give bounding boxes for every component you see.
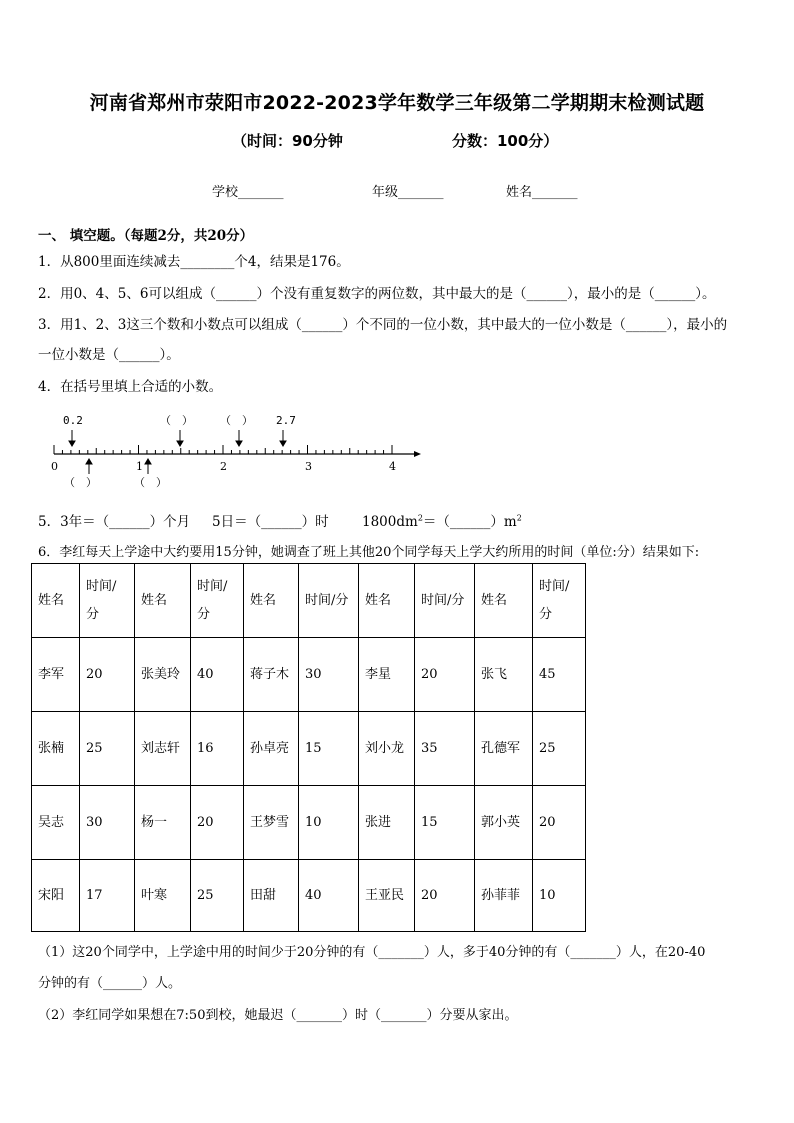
- table-cell: 25: [191, 860, 244, 932]
- table-cell: 20: [191, 786, 244, 860]
- table-cell: 郭小英: [475, 786, 533, 860]
- table-header-cell: 姓名: [135, 564, 191, 638]
- table-row: [32, 786, 586, 860]
- table-cell: 孙菲菲: [475, 860, 533, 932]
- question-5-volume: $1800dm^2=(\_\_\_\_\_\_)m^2$: [362, 513, 522, 530]
- question-6: 6．李红每天上学途中大约要用15分钟，她调查了班上其他20个同学每天上学大约所用的时间（单位:分）结果如下:: [38, 545, 700, 560]
- table-cell: 20: [80, 638, 135, 712]
- table-cell: 叶寒: [135, 860, 191, 932]
- table-header-cell: 时间/分: [415, 564, 475, 638]
- section-heading: 一、 填空题。（每题2分，共20分）: [38, 228, 254, 244]
- table-cell: 王亚民: [359, 860, 415, 932]
- table-cell: 25: [533, 712, 586, 786]
- nl-tick-2: 2: [220, 460, 227, 473]
- table-cell: 17: [80, 860, 135, 932]
- table-header-cell: 姓名: [475, 564, 533, 638]
- grade-field: 年级_______: [372, 185, 444, 200]
- table-cell: 张美玲: [135, 638, 191, 712]
- table-cell: 45: [533, 638, 586, 712]
- table-cell: 李星: [359, 638, 415, 712]
- commute-time-table: [31, 563, 586, 932]
- table-cell: 15: [299, 712, 359, 786]
- table-row: [32, 860, 586, 932]
- table-row: [32, 712, 586, 786]
- table-cell: 刘小龙: [359, 712, 415, 786]
- exam-score: 分数：100分）: [452, 132, 559, 150]
- table-header-cell: 姓名: [244, 564, 299, 638]
- question-3-line1: 3．用1、2、3这三个数和小数点可以组成（______）个不同的一位小数，其中最大的一位小数是（______），最小的: [38, 317, 728, 333]
- table-header-cell: 时间/分: [80, 564, 135, 638]
- name-field: 姓名_______: [506, 185, 578, 200]
- table-cell: 15: [415, 786, 475, 860]
- table-cell: 刘志轩: [135, 712, 191, 786]
- nl-tick-4: 4: [389, 460, 396, 473]
- nl-bottom-blank-1: （ ）: [64, 476, 97, 489]
- table-header-cell: 姓名: [32, 564, 80, 638]
- table-cell: 张飞: [475, 638, 533, 712]
- nl-label-0.2: 0.2: [63, 414, 83, 427]
- table-cell: 20: [533, 786, 586, 860]
- question-5-hours: 5日＝（______）时: [212, 514, 329, 530]
- table-header-cell: 时间/分: [191, 564, 244, 638]
- exam-time: （时间：90分钟: [232, 132, 343, 150]
- nl-bottom-blank-2: （ ）: [134, 476, 167, 489]
- nl-top-arrows: [69, 430, 286, 446]
- question-1: 1．从800里面连续减去________个4，结果是176。: [38, 254, 350, 270]
- question-2: 2．用0、4、5、6可以组成（______）个没有重复数字的两位数，其中最大的是（______），最小的是（______）。: [38, 286, 716, 302]
- table-cell: 20: [415, 860, 475, 932]
- table-cell: 40: [191, 638, 244, 712]
- nl-tick-3: 3: [305, 460, 312, 473]
- table-cell: 王梦雪: [244, 786, 299, 860]
- nl-tick-1: 1: [136, 460, 143, 473]
- table-cell: 10: [299, 786, 359, 860]
- table-cell: 宋阳: [32, 860, 80, 932]
- table-cell: 李军: [32, 638, 80, 712]
- question-3-line2: 一位小数是（______）。: [38, 347, 180, 363]
- school-field: 学校_______: [212, 185, 284, 200]
- table-cell: 30: [299, 638, 359, 712]
- question-6-2: （2）李红同学如果想在7:50到校，她最迟（_______）时（_______）分要从家出。: [38, 1008, 518, 1023]
- nl-label-blank-2: （ ）: [220, 414, 253, 427]
- table-cell: 16: [191, 712, 244, 786]
- table-cell: 田甜: [244, 860, 299, 932]
- nl-label-blank-1: （ ）: [160, 414, 193, 427]
- nl-label-2.7: 2.7: [276, 414, 296, 427]
- table-cell: 张进: [359, 786, 415, 860]
- table-cell: 35: [415, 712, 475, 786]
- table-cell: 25: [80, 712, 135, 786]
- table-cell: 孙卓亮: [244, 712, 299, 786]
- nl-tick-0: 0: [51, 460, 58, 473]
- page-title: 河南省郑州市荥阳市2022-2023学年数学三年级第二学期期末检测试题: [89, 92, 705, 114]
- table-cell: 孔德军: [475, 712, 533, 786]
- table-cell: 10: [533, 860, 586, 932]
- table-header-cell: 时间/分: [533, 564, 586, 638]
- table-cell: 40: [299, 860, 359, 932]
- question-5-months: 5．3年＝（______）个月: [38, 514, 191, 530]
- question-6-1-line2: 分钟的有（______）人。: [38, 976, 182, 991]
- table-row: [32, 638, 586, 712]
- table-cell: 杨一: [135, 786, 191, 860]
- table-cell: 30: [80, 786, 135, 860]
- number-line: [38, 408, 428, 492]
- question-6-1-line1: （1）这20个同学中，上学途中用的时间少于20分钟的有（_______）人，多于40分钟的有（_______）人，在20-40: [38, 945, 706, 960]
- table-header-cell: 时间/分: [299, 564, 359, 638]
- table-header-row: [32, 564, 586, 638]
- table-cell: 蒋子木: [244, 638, 299, 712]
- table-cell: 吴志: [32, 786, 80, 860]
- table-cell: 20: [415, 638, 475, 712]
- table-cell: 张楠: [32, 712, 80, 786]
- question-4: 4．在括号里填上合适的小数。: [38, 379, 223, 395]
- table-header-cell: 姓名: [359, 564, 415, 638]
